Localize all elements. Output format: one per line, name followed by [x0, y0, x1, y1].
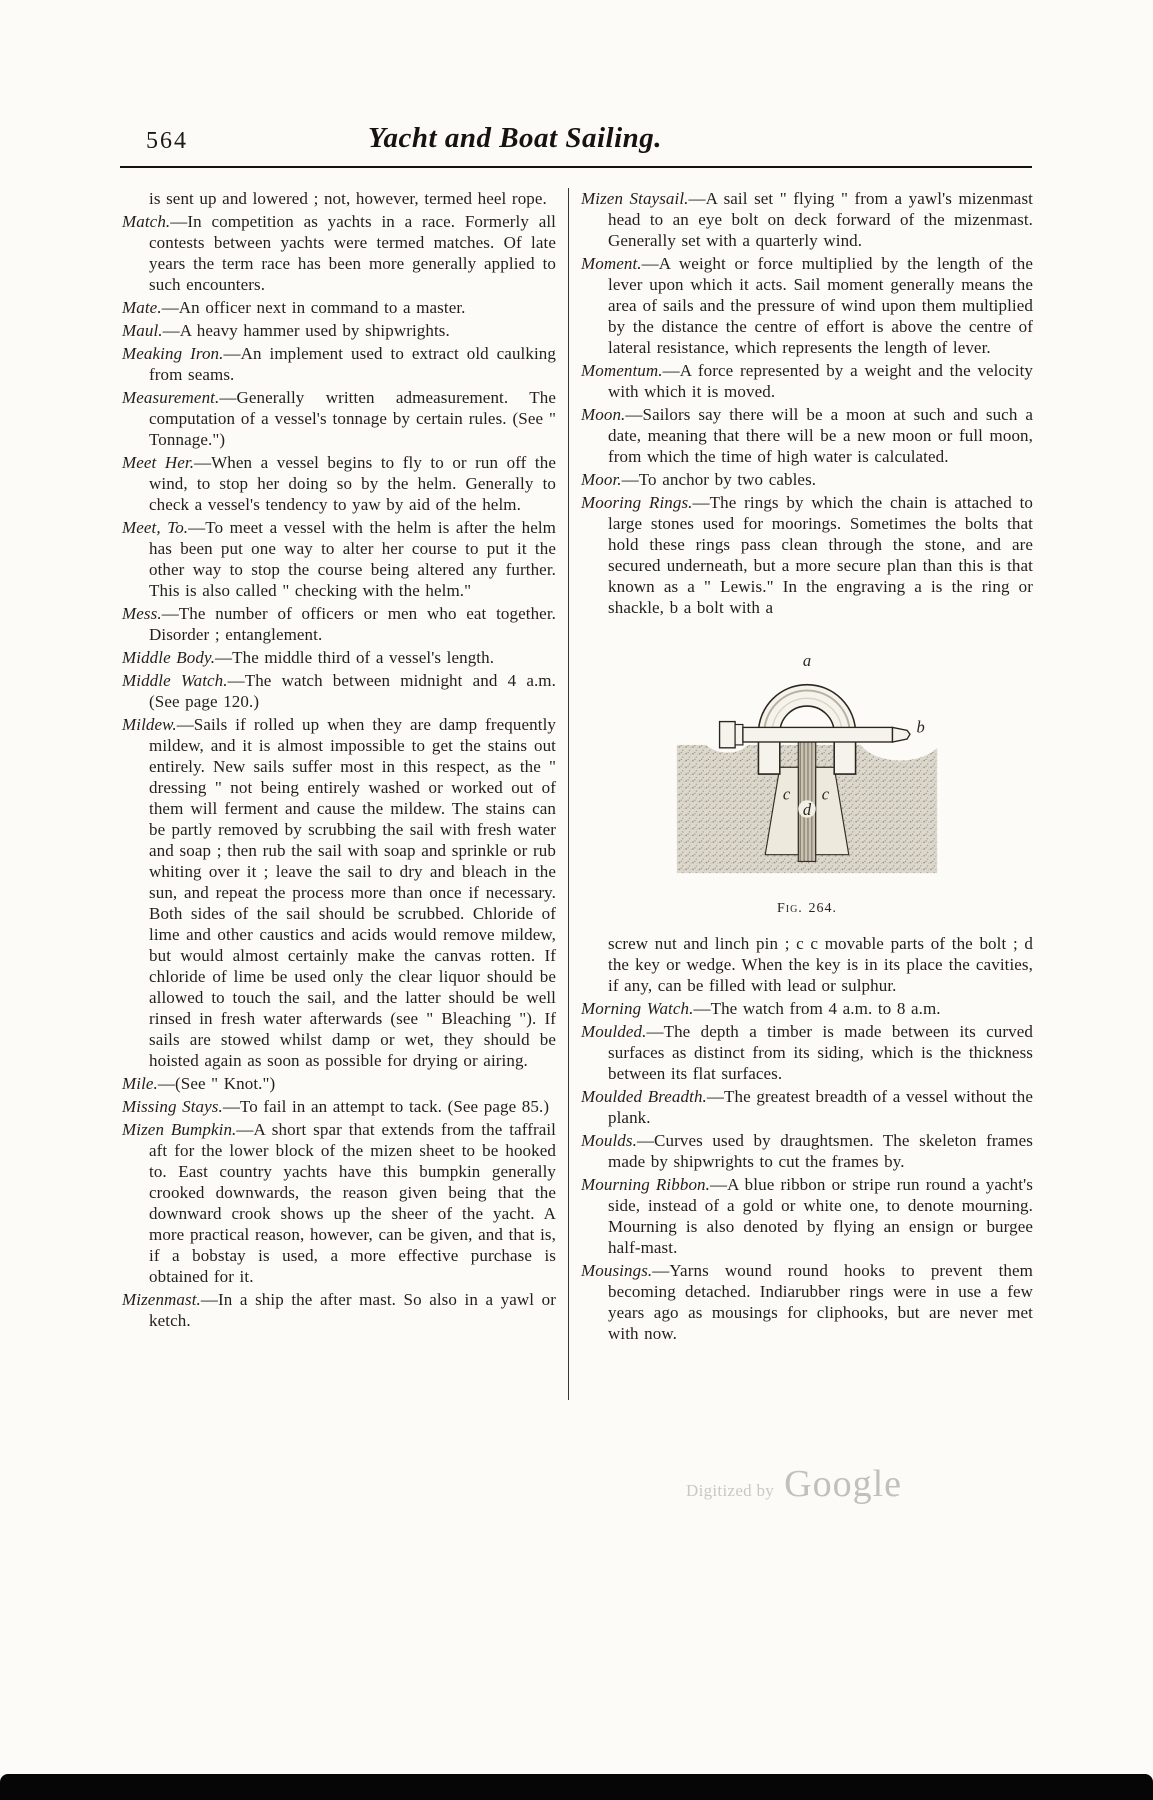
entry-term: Mizen Bumpkin.	[122, 1120, 237, 1139]
glossary-entry	[581, 188, 1033, 251]
entry-body: —To meet a vessel with the helm is after the helm has been put one way to alter her course to put it the other way to stop the course being altered any further. This is also called " checking with the helm."	[149, 518, 556, 600]
entry-term: Measurement.	[122, 388, 220, 407]
entry-body: —A force represented by a weight and the velocity with which it is moved.	[608, 361, 1033, 401]
glossary-entry	[122, 1096, 556, 1117]
glossary-entry	[122, 452, 556, 515]
glossary-entry	[122, 1073, 556, 1094]
entry-term: Match.	[122, 212, 171, 231]
entry-term: Moulds.	[581, 1131, 637, 1150]
scan-bottom-edge	[0, 1774, 1153, 1800]
entry-body: —The number of officers or men who eat together. Disorder ; entanglement.	[149, 604, 556, 644]
glossary-entry	[581, 469, 1033, 490]
entry-term: Mousings.	[581, 1261, 653, 1280]
glossary-entry	[581, 1021, 1033, 1084]
figure-label-c-left: c	[782, 784, 791, 804]
header-rule	[120, 166, 1032, 168]
entry-body: —An officer next in command to a master.	[161, 298, 466, 317]
entry-term: Mile.	[122, 1074, 158, 1093]
entry-body: —When a vessel begins to fly to or run off the wind, to stop her doing so by the helm. Generally to check a vessel's tendency to yaw by aid of the helm.	[149, 453, 556, 514]
right-column	[581, 188, 1033, 1346]
watermark-prefix: Digitized by	[686, 1481, 775, 1500]
glossary-entry	[581, 360, 1033, 402]
figure-caption: Fig. 264.	[776, 901, 838, 916]
entry-body: —The depth a timber is made between its curved surfaces as distinct from its siding, which is the thickness between its flat surfaces.	[608, 1022, 1033, 1083]
glossary-entry	[581, 492, 1033, 618]
glossary-entry	[122, 1119, 556, 1287]
glossary-entry	[581, 253, 1033, 358]
continuation-paragraph: is sent up and lowered ; not, however, termed heel rope.	[149, 189, 547, 208]
entry-term: Mizenmast.	[122, 1290, 201, 1309]
entry-body: —To fail in an attempt to tack. (See page 85.)	[222, 1097, 550, 1116]
column-divider-rule	[568, 188, 569, 1400]
figure-label-b: b	[916, 717, 925, 737]
glossary-entry	[581, 1130, 1033, 1172]
entry-term: Meet Her.	[122, 453, 195, 472]
page-title: Yacht and Boat Sailing.	[367, 122, 663, 154]
text-columns	[122, 188, 1034, 1400]
digitization-watermark	[0, 1462, 902, 1506]
glossary-entry	[122, 387, 556, 450]
entry-body: —A heavy hammer used by shipwrights.	[162, 321, 450, 340]
entry-body: —The watch from 4 a.m. to 8 a.m.	[693, 999, 941, 1018]
entry-body: —An implement used to extract old caulking from seams.	[149, 344, 556, 384]
entry-term: Morning Watch.	[581, 999, 694, 1018]
entry-term: Mizen Staysail.	[581, 189, 689, 208]
glossary-entry	[122, 1289, 556, 1331]
entry-term: Meet, To.	[122, 518, 189, 537]
figure-label-d: d	[802, 799, 812, 819]
entry-body: —A sail set " flying " from a yawl's mizenmast head to an eye bolt on deck forward of the mizenmast. Generally set with a quarterly wind.	[608, 189, 1033, 250]
glossary-entry	[122, 714, 556, 1071]
entry-body: —A blue ribbon or stripe run round a yacht's side, instead of a gold or white one, to denote mourning. Mourning is also denoted by flying an ensign or burgee half-mast.	[608, 1175, 1033, 1257]
bolt-shaft	[743, 727, 893, 742]
glossary-entry	[581, 998, 1033, 1019]
entry-body: —A short spar that extends from the taffrail aft for the lower block of the mizen sheet to be hooked to. East country yachts have this bumpkin generally crooked downwards, the reason given being that the downward crook shows up the sheer of the yacht. A more practical reason, however, can be given, and that is, if a bobstay is used, a more effective purchase is obtained for it.	[149, 1120, 557, 1286]
watermark-brand: Google	[784, 1463, 902, 1505]
entry-term: Mourning Ribbon.	[581, 1175, 710, 1194]
entry-term: Middle Body.	[122, 648, 216, 667]
entry-term: Moon.	[581, 405, 626, 424]
glossary-entry	[122, 343, 556, 385]
figure-label-a: a	[802, 651, 812, 671]
glossary-entry	[122, 320, 556, 341]
entry-body: —The watch between midnight and 4 a.m. (See page 120.)	[149, 671, 556, 711]
entry-term: Moor.	[581, 470, 622, 489]
entry-term: Moulded.	[581, 1022, 647, 1041]
entry-term: Maul.	[122, 321, 163, 340]
entry-body: —Sails if rolled up when they are damp frequently mildew, and it is almost impossible to get the stains out entirely. New sails suffer most in this respect, as the " dressing " not being entirely washed or worked out of them will ferment and cause the mildew. The stains can be partly removed by scrubbing the sail with fresh water and soap ; then rub the sail with soap and sprinkle or rub whiting over it ; leave the sail to dry and bleach in the sun, and repeat the process more than once if necessary. Both sides of the sail should be scrubbed. Chloride of lime and other caustics and acids would remove mildew, but would almost certainly make the canvas rotten. If chloride of lime be used only the clear liquor should be allowed to touch the sail, and the latter should be well rinsed in fresh water afterwards (see " Bleaching "). If sails are stowed whilst damp or wet, they should be hoisted again as soon as possible for drying or airing.	[149, 715, 556, 1070]
entry-term: Momentum.	[581, 361, 663, 380]
glossary-entry	[122, 670, 556, 712]
mooring-ring-illustration	[671, 636, 943, 881]
entry-body: —Generally written admeasurement. The computation of a vessel's tonnage by certain rules. (See " Tonnage.")	[149, 388, 556, 449]
entry-body: —(See " Knot.")	[157, 1074, 276, 1093]
entry-body: —The middle third of a vessel's length.	[215, 648, 495, 667]
entry-body: —Sailors say there will be a moon at such and such a date, meaning that there will be a new moon or full moon, from which the time of high water is calculated.	[608, 405, 1033, 466]
glossary-entry	[581, 1260, 1033, 1344]
entry-term: Mooring Rings.	[581, 493, 693, 512]
glossary-entry	[581, 1086, 1033, 1128]
entry-term: Middle Watch.	[122, 671, 228, 690]
glossary-entry	[122, 211, 556, 295]
entry-body: —In a ship the after mast. So also in a yawl or ketch.	[149, 1290, 556, 1330]
entry-body: —A weight or force multiplied by the length of the lever upon which it acts. Sail moment generally means the area of sails and the pressure of wind upon them multiplied by the distance the centre of effort is above the centre of lateral resistance, which represents the length of lever.	[608, 254, 1033, 357]
entry-term: Mate.	[122, 298, 162, 317]
entry-term: Moulded Breadth.	[581, 1087, 707, 1106]
bolt-washer	[735, 725, 743, 745]
entry-term: Meaking Iron.	[122, 344, 224, 363]
figure-264	[671, 636, 943, 919]
entry-body: —The rings by which the chain is attached to large stones used for moorings. Sometimes the bolts that hold these rings pass clean through the stone, and are secured underneath, but a more secure plan than this is that known as a " Lewis." In the engraving a is the ring or shackle, b a bolt with a	[608, 493, 1034, 617]
figure-continuation-paragraph: screw nut and linch pin ; c c movable parts of the bolt ; d the key or wedge. When the key is in its place the cavities, if any, can be filled with lead or sulphur.	[608, 934, 1033, 995]
entry-body: —To anchor by two cables.	[621, 470, 817, 489]
glossary-entry	[122, 297, 556, 318]
entry-term: Mildew.	[122, 715, 177, 734]
bolt-head	[720, 722, 736, 748]
entry-body: —Curves used by draughtsmen. The skeleton frames made by shipwrights to cut the frames by.	[608, 1131, 1033, 1171]
figure-label-c-right: c	[821, 784, 830, 804]
entry-body: —The greatest breadth of a vessel without the plank.	[608, 1087, 1033, 1127]
glossary-entry	[122, 647, 556, 668]
left-column	[122, 188, 556, 1333]
entry-term: Moment.	[581, 254, 642, 273]
entry-body: —Yarns wound round hooks to prevent them becoming detached. Indiarubber rings were in use a few years ago as mousings for cliphooks, but are never met with now.	[608, 1261, 1033, 1343]
page-number: 564	[146, 128, 188, 154]
entry-body: —In competition as yachts in a race. Formerly all contests between yachts were termed matches. Of late years the term race has been more generally applied to such encounters.	[149, 212, 556, 294]
glossary-entry	[581, 404, 1033, 467]
glossary-entry	[122, 517, 556, 601]
entry-term: Mess.	[122, 604, 162, 623]
glossary-entry	[581, 1174, 1033, 1258]
glossary-entry	[122, 603, 556, 645]
entry-term: Missing Stays.	[122, 1097, 223, 1116]
